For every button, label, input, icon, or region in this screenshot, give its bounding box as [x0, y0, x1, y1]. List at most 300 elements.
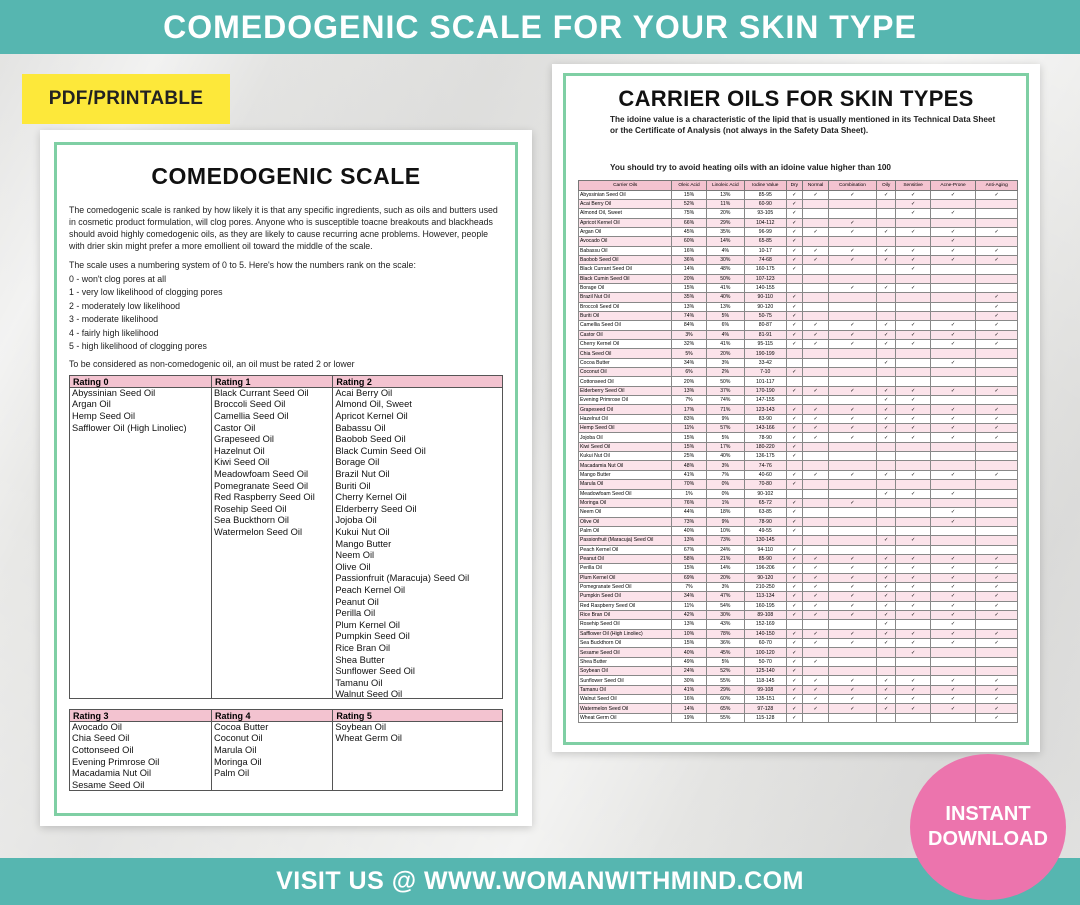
table-row — [579, 489, 1018, 498]
oil-name-cell: Sesame Seed Oil — [579, 648, 672, 657]
table-cell — [896, 508, 930, 517]
table-cell: ✓ — [896, 340, 930, 349]
table-cell: ✓ — [976, 255, 1018, 264]
table-cell: ✓ — [829, 629, 877, 638]
table-cell: 1% — [706, 498, 744, 507]
table-cell: ✓ — [976, 330, 1018, 339]
table-cell: ✓ — [829, 639, 877, 648]
table-cell: 147-155 — [745, 396, 787, 405]
rating-column — [333, 710, 502, 790]
table-cell: ✓ — [930, 508, 976, 517]
table-cell: 5% — [706, 311, 744, 320]
table-cell: ✓ — [896, 199, 930, 208]
table-cell: ✓ — [829, 190, 877, 199]
table-cell: 57% — [706, 424, 744, 433]
table-cell: ✓ — [930, 414, 976, 423]
table-cell: ✓ — [876, 695, 896, 704]
table-cell — [803, 237, 829, 246]
oil-name-cell: Neem Oil — [579, 508, 672, 517]
table-cell: ✓ — [786, 452, 803, 461]
table-cell — [896, 274, 930, 283]
table-cell: ✓ — [786, 610, 803, 619]
table-cell — [786, 620, 803, 629]
table-cell — [930, 349, 976, 358]
table-cell: ✓ — [786, 582, 803, 591]
oil-item: Kukui Nut Oil — [335, 527, 390, 537]
table-cell: ✓ — [803, 405, 829, 414]
table-cell: ✓ — [876, 255, 896, 264]
table-cell — [786, 461, 803, 470]
table-cell — [896, 358, 930, 367]
table-cell: ✓ — [930, 610, 976, 619]
table-cell — [829, 517, 877, 526]
table-cell: ✓ — [976, 695, 1018, 704]
table-cell: 40% — [672, 526, 706, 535]
oil-item: Baobob Seed Oil — [335, 434, 406, 445]
table-cell — [930, 274, 976, 283]
table-cell: ✓ — [829, 704, 877, 713]
intro-paragraph: The comedogenic scale is ranked by how likely it is that any specific ingredients, such as oils and butters used in cosmetic product formulation, will clog pores. Anyone who is susceptible toacne breakouts and blackheads should avoid highly comedogenic oils, as they are likely to cause recurring acne problems. However, people with drier skin might prefer a more emollient oil toward the middle of the scale. — [69, 205, 498, 252]
website-link[interactable]: VISIT US @ WWW.WOMANWITHMIND.COM — [276, 867, 804, 895]
table-row — [579, 424, 1018, 433]
non-comedogenic-note: To be considered as non-comedogenic oil, an oil must be rated 2 or lower — [69, 358, 355, 369]
table-cell: 135-151 — [745, 695, 787, 704]
table-cell: ✓ — [803, 190, 829, 199]
oil-item: Hemp Seed Oil — [72, 411, 136, 422]
table-cell: ✓ — [786, 330, 803, 339]
table-cell: 60-90 — [745, 199, 787, 208]
oil-name-cell: Plum Kernel Oil — [579, 573, 672, 582]
oil-item: Red Raspberry Seed Oil — [214, 492, 315, 503]
table-cell — [930, 396, 976, 405]
table-cell — [876, 265, 896, 274]
table-cell — [829, 293, 877, 302]
table-cell: ✓ — [786, 442, 803, 451]
table-cell: ✓ — [876, 629, 896, 638]
table-cell: ✓ — [976, 676, 1018, 685]
oil-item: Hazelnut Oil — [214, 445, 265, 456]
table-row — [579, 498, 1018, 507]
table-cell: ✓ — [876, 489, 896, 498]
table-cell: 50-70 — [745, 657, 787, 666]
table-cell: ✓ — [976, 639, 1018, 648]
table-cell: 180-220 — [745, 442, 787, 451]
table-cell: 10% — [706, 526, 744, 535]
table-cell — [876, 508, 896, 517]
table-cell: 9% — [706, 414, 744, 423]
table-row — [579, 302, 1018, 311]
table-cell: ✓ — [829, 695, 877, 704]
oil-item: Babassu Oil — [335, 422, 386, 433]
table-row — [579, 508, 1018, 517]
table-cell — [976, 545, 1018, 554]
table-cell: ✓ — [786, 227, 803, 236]
table-cell — [803, 452, 829, 461]
oil-name-cell: Argan Oil — [579, 227, 672, 236]
table-cell — [896, 620, 930, 629]
banner-title: COMEDOGENIC SCALE FOR YOUR SKIN TYPE — [163, 8, 917, 45]
table-cell: ✓ — [896, 592, 930, 601]
table-cell: 49-55 — [745, 526, 787, 535]
table-row — [579, 377, 1018, 386]
oil-item: Pumpkin Seed Oil — [335, 631, 410, 642]
table-cell — [786, 377, 803, 386]
oil-item: Acai Berry Oil — [335, 387, 393, 398]
table-cell — [803, 209, 829, 218]
table-cell: ✓ — [786, 302, 803, 311]
scale-item: 4 - fairly high likelihood — [69, 327, 159, 338]
oil-name-cell: Babassu Oil — [579, 246, 672, 255]
table-cell — [876, 209, 896, 218]
table-cell: ✓ — [930, 209, 976, 218]
table-cell — [829, 442, 877, 451]
table-cell: ✓ — [976, 629, 1018, 638]
table-cell — [876, 377, 896, 386]
table-cell: 3% — [706, 582, 744, 591]
table-header-row — [579, 181, 1018, 191]
table-cell — [876, 311, 896, 320]
table-cell — [829, 508, 877, 517]
comedogenic-scale-document — [40, 130, 532, 826]
table-cell: ✓ — [786, 340, 803, 349]
table-cell: ✓ — [786, 545, 803, 554]
table-cell: 160-175 — [745, 265, 787, 274]
table-cell — [976, 667, 1018, 676]
rating-column — [212, 376, 333, 698]
rating-heading: Rating 4 — [212, 710, 332, 722]
table-cell: 32% — [672, 340, 706, 349]
table-cell: ✓ — [829, 685, 877, 694]
oil-name-cell: Peanut Oil — [579, 554, 672, 563]
oil-name-cell: Red Raspberry Seed Oil — [579, 601, 672, 610]
oil-item: Cherry Kernel Oil — [335, 492, 407, 503]
table-cell — [829, 713, 877, 722]
table-cell — [976, 283, 1018, 292]
table-cell: 3% — [672, 330, 706, 339]
table-cell — [803, 461, 829, 470]
table-cell: ✓ — [786, 695, 803, 704]
table-cell: 13% — [706, 190, 744, 199]
table-cell: ✓ — [876, 601, 896, 610]
table-cell: 78% — [706, 629, 744, 638]
table-cell: 118-145 — [745, 676, 787, 685]
oil-item: Chia Seed Oil — [72, 733, 130, 744]
table-cell: 41% — [706, 283, 744, 292]
table-cell — [829, 480, 877, 489]
table-cell: ✓ — [786, 592, 803, 601]
table-cell: 36% — [706, 639, 744, 648]
table-cell — [876, 667, 896, 676]
table-cell — [876, 517, 896, 526]
table-cell: 7-10 — [745, 368, 787, 377]
table-cell: 90-120 — [745, 302, 787, 311]
table-cell: ✓ — [803, 227, 829, 236]
table-cell: ✓ — [803, 255, 829, 264]
table-cell: 30% — [706, 255, 744, 264]
table-cell: 50% — [706, 274, 744, 283]
table-cell: ✓ — [876, 554, 896, 563]
table-cell — [896, 657, 930, 666]
table-cell: ✓ — [930, 358, 976, 367]
table-cell: 78-90 — [745, 433, 787, 442]
oil-name-cell: Pumpkin Seed Oil — [579, 592, 672, 601]
table-row — [579, 620, 1018, 629]
table-cell: ✓ — [829, 227, 877, 236]
table-cell: 210-250 — [745, 582, 787, 591]
column-header: Dry — [786, 181, 803, 191]
table-cell — [930, 199, 976, 208]
table-cell: ✓ — [829, 414, 877, 423]
oil-name-cell: Baobob Seed Oil — [579, 255, 672, 264]
table-cell: 83-90 — [745, 414, 787, 423]
oil-name-cell: Avocado Oil — [579, 237, 672, 246]
table-cell — [803, 293, 829, 302]
table-cell: ✓ — [786, 433, 803, 442]
table-cell: ✓ — [930, 564, 976, 573]
table-cell: ✓ — [803, 321, 829, 330]
oil-name-cell: Hemp Seed Oil — [579, 424, 672, 433]
oil-item: Broccoli Seed Oil — [214, 399, 286, 410]
table-cell: 10% — [672, 629, 706, 638]
table-cell: ✓ — [876, 470, 896, 479]
table-cell: ✓ — [803, 564, 829, 573]
table-cell: ✓ — [976, 340, 1018, 349]
table-row — [579, 246, 1018, 255]
scale-list — [69, 273, 503, 354]
table-cell — [876, 657, 896, 666]
table-row — [579, 396, 1018, 405]
oil-item: Perilla Oil — [335, 608, 376, 619]
table-cell: 40% — [706, 293, 744, 302]
table-cell: ✓ — [896, 396, 930, 405]
table-cell — [930, 657, 976, 666]
table-row — [579, 209, 1018, 218]
table-cell: ✓ — [976, 227, 1018, 236]
table-cell: 4% — [706, 246, 744, 255]
table-cell: ✓ — [896, 246, 930, 255]
oil-name-cell: Rosehip Seed Oil — [579, 620, 672, 629]
table-cell: 123-143 — [745, 405, 787, 414]
oil-item: Coconut Oil — [214, 733, 263, 744]
table-cell: ✓ — [876, 405, 896, 414]
table-cell — [930, 713, 976, 722]
table-row — [579, 414, 1018, 423]
table-cell — [976, 265, 1018, 274]
oil-name-cell: Olive Oil — [579, 517, 672, 526]
table-cell — [829, 199, 877, 208]
table-cell: ✓ — [896, 573, 930, 582]
oil-name-cell: Mango Butter — [579, 470, 672, 479]
oil-item: Black Currant Seed Oil — [214, 387, 309, 398]
table-cell: ✓ — [786, 639, 803, 648]
table-cell: ✓ — [876, 414, 896, 423]
oil-item: Borage Oil — [335, 457, 380, 468]
table-cell: 41% — [672, 685, 706, 694]
table-cell: ✓ — [896, 704, 930, 713]
table-cell: ✓ — [930, 237, 976, 246]
table-cell — [876, 480, 896, 489]
table-row — [579, 442, 1018, 451]
table-cell: 20% — [672, 274, 706, 283]
table-cell: ✓ — [876, 330, 896, 339]
table-row — [579, 601, 1018, 610]
table-cell — [876, 349, 896, 358]
table-cell — [896, 517, 930, 526]
oil-name-cell: Evening Primrose Oil — [579, 396, 672, 405]
table-cell: 81-91 — [745, 330, 787, 339]
table-cell — [829, 536, 877, 545]
table-cell: ✓ — [976, 713, 1018, 722]
table-cell — [930, 498, 976, 507]
table-cell: 24% — [672, 667, 706, 676]
table-cell — [803, 311, 829, 320]
table-cell: ✓ — [930, 601, 976, 610]
table-cell: 20% — [706, 209, 744, 218]
table-cell: ✓ — [829, 340, 877, 349]
table-row — [579, 237, 1018, 246]
oil-name-cell: Walnut Seed Oil — [579, 695, 672, 704]
table-cell — [896, 218, 930, 227]
table-row — [579, 330, 1018, 339]
table-cell: ✓ — [896, 227, 930, 236]
table-cell: ✓ — [976, 424, 1018, 433]
oil-item: Watermelon Seed Oil — [214, 527, 303, 537]
table-cell: ✓ — [829, 554, 877, 563]
table-cell: ✓ — [786, 293, 803, 302]
oil-item: Buriti Oil — [335, 480, 371, 491]
oil-name-cell: Watermelon Seed Oil — [579, 704, 672, 713]
table-cell: ✓ — [976, 321, 1018, 330]
table-cell — [896, 480, 930, 489]
table-cell: 85-90 — [745, 554, 787, 563]
table-cell: 48% — [672, 461, 706, 470]
table-cell — [829, 209, 877, 218]
table-cell: ✓ — [930, 704, 976, 713]
table-cell: ✓ — [896, 414, 930, 423]
table-cell: 7% — [672, 582, 706, 591]
table-cell — [976, 480, 1018, 489]
table-cell: ✓ — [803, 695, 829, 704]
table-cell: 55% — [706, 713, 744, 722]
table-cell: 196-206 — [745, 564, 787, 573]
table-cell — [829, 657, 877, 666]
table-cell — [896, 442, 930, 451]
table-cell: ✓ — [786, 368, 803, 377]
table-cell: 152-169 — [745, 620, 787, 629]
table-cell: 37% — [706, 386, 744, 395]
table-cell: ✓ — [786, 498, 803, 507]
table-cell: ✓ — [786, 209, 803, 218]
oil-item: Cottonseed Oil — [72, 745, 134, 756]
table-row — [579, 255, 1018, 264]
table-cell: 43% — [706, 620, 744, 629]
table-cell: 70-80 — [745, 480, 787, 489]
table-cell: ✓ — [896, 554, 930, 563]
table-cell: ✓ — [786, 713, 803, 722]
oil-name-cell: Borage Oil — [579, 283, 672, 292]
table-cell: ✓ — [976, 405, 1018, 414]
document-frame — [54, 142, 518, 816]
table-cell: 4% — [706, 330, 744, 339]
table-cell: 83% — [672, 414, 706, 423]
table-cell: ✓ — [930, 246, 976, 255]
oil-name-cell: Kukui Nut Oil — [579, 452, 672, 461]
table-cell: 6% — [672, 368, 706, 377]
oil-item: Macadamia Nut Oil — [72, 768, 152, 779]
table-cell: 7% — [672, 396, 706, 405]
table-cell: ✓ — [803, 246, 829, 255]
ratings-table-bottom — [69, 709, 503, 791]
table-cell: ✓ — [786, 667, 803, 676]
table-cell — [803, 498, 829, 507]
table-cell: 95-115 — [745, 340, 787, 349]
table-cell: ✓ — [976, 573, 1018, 582]
table-cell: 90-102 — [745, 489, 787, 498]
table-cell — [976, 209, 1018, 218]
table-row — [579, 526, 1018, 535]
table-cell — [786, 489, 803, 498]
table-cell — [976, 274, 1018, 283]
table-cell — [976, 452, 1018, 461]
table-cell: 1% — [672, 489, 706, 498]
table-cell — [803, 349, 829, 358]
table-cell — [896, 713, 930, 722]
table-cell: ✓ — [786, 414, 803, 423]
table-cell: 75% — [672, 209, 706, 218]
oil-item: Rice Bran Oil — [335, 642, 391, 653]
table-cell — [876, 293, 896, 302]
table-cell: 50% — [706, 377, 744, 386]
table-cell — [803, 265, 829, 274]
table-cell: ✓ — [786, 237, 803, 246]
table-cell: ✓ — [976, 414, 1018, 423]
table-cell: 25% — [672, 452, 706, 461]
table-cell: 17% — [672, 405, 706, 414]
table-cell — [803, 396, 829, 405]
oil-item: Abyssinian Seed Oil — [72, 387, 156, 398]
table-cell: ✓ — [976, 190, 1018, 199]
table-cell: ✓ — [829, 321, 877, 330]
oil-name-cell: Palm Oil — [579, 526, 672, 535]
table-cell — [829, 349, 877, 358]
oil-item: Mango Butter — [335, 538, 392, 549]
table-row — [579, 713, 1018, 722]
table-cell: ✓ — [930, 433, 976, 442]
table-cell: ✓ — [976, 610, 1018, 619]
table-cell: ✓ — [786, 386, 803, 395]
table-cell: ✓ — [829, 564, 877, 573]
table-cell: ✓ — [876, 340, 896, 349]
table-cell — [976, 536, 1018, 545]
table-cell: ✓ — [976, 582, 1018, 591]
table-cell: ✓ — [829, 498, 877, 507]
table-cell: ✓ — [876, 396, 896, 405]
table-cell: ✓ — [786, 526, 803, 535]
oil-name-cell: Buriti Oil — [579, 311, 672, 320]
oil-item: Walnut Seed Oil — [335, 689, 403, 700]
table-cell: ✓ — [829, 246, 877, 255]
table-cell: ✓ — [896, 255, 930, 264]
pdf-printable-badge: PDF/PRINTABLE — [22, 74, 230, 124]
table-cell — [930, 545, 976, 554]
oil-name-cell: Soybean Oil — [579, 667, 672, 676]
table-cell: ✓ — [930, 592, 976, 601]
table-cell: ✓ — [876, 564, 896, 573]
heating-note: You should try to avoid heating oils with an idoine value higher than 100 — [610, 163, 891, 172]
table-cell — [803, 526, 829, 535]
table-cell: 58% — [672, 554, 706, 563]
table-cell — [930, 377, 976, 386]
